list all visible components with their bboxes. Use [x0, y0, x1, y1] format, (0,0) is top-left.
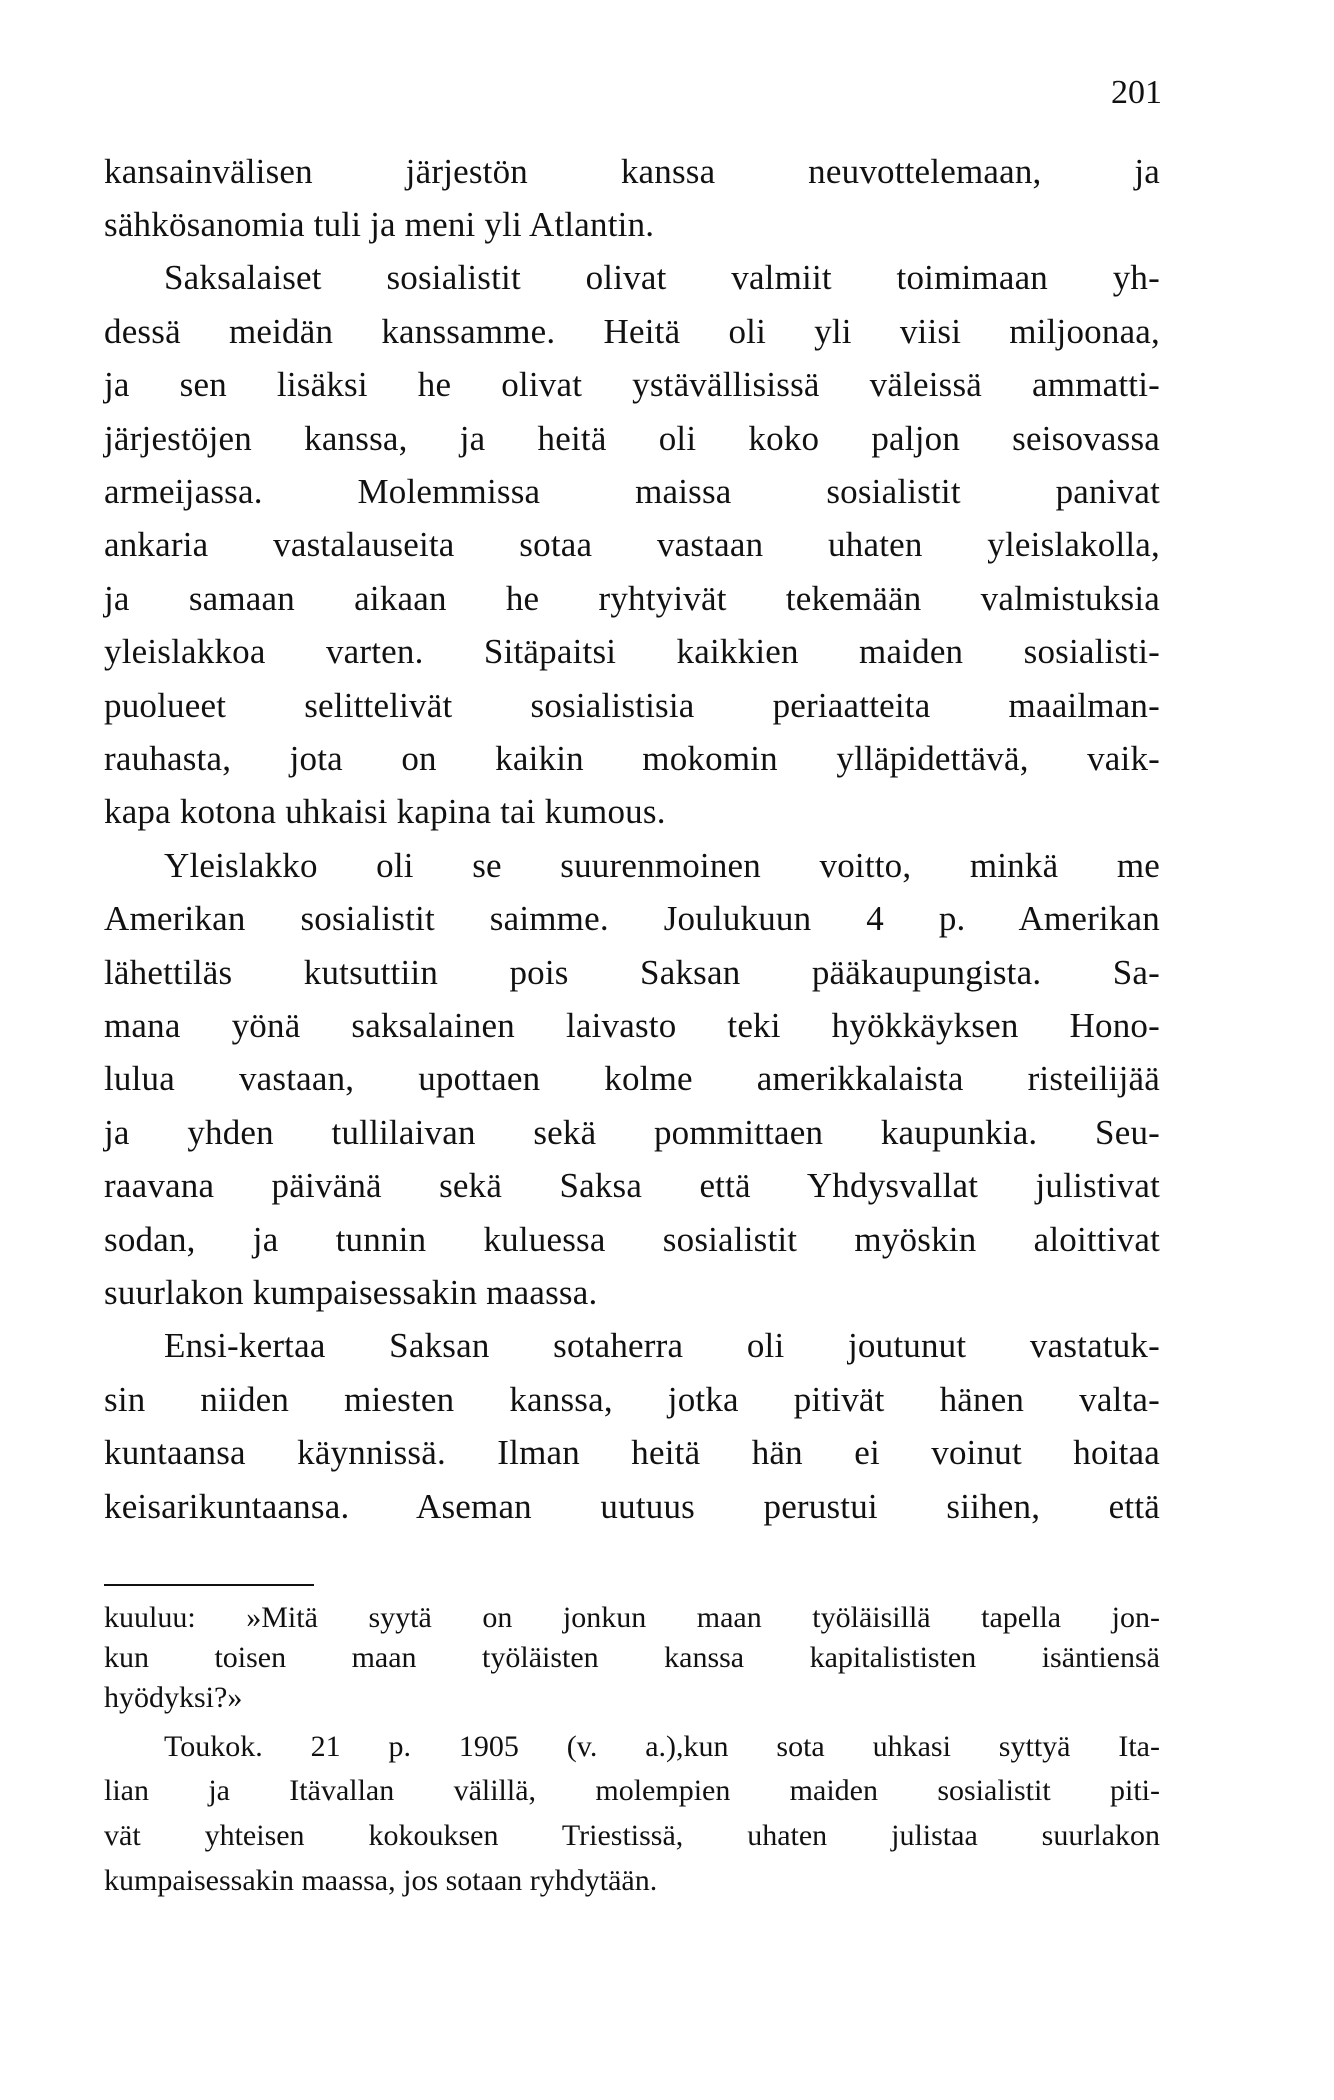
footnote-line: kumpaisessakin maassa, jos sotaan ryhdytään. — [104, 1864, 658, 1897]
body-line: rauhasta, jota on kaikin mokomin ylläpidettävä, vaik- — [104, 738, 1160, 778]
body-line: järjestöjen kanssa, ja heitä oli koko paljon seisovassa — [104, 418, 1160, 458]
body-line: suurlakon kumpaisessakin maassa. — [104, 1272, 598, 1312]
body-line: armeijassa. Molemmissa maissa sosialistit panivat — [104, 471, 1160, 511]
body-line: ja samaan aikaan he ryhtyivät tekemään valmistuksia — [104, 578, 1160, 618]
body-line: Ensi-kertaa Saksan sotaherra oli joutunut vastatuk- — [164, 1326, 1160, 1366]
footnote-line: kuuluu: »Mitä syytä on jonkun maan työläisillä tapella jon- — [104, 1601, 1160, 1634]
body-line: kapa kotona uhkaisi kapina tai kumous. — [104, 792, 666, 832]
body-line: sodan, ja tunnin kuluessa sosialistit myöskin aloittivat — [104, 1219, 1160, 1259]
body-line: sin niiden miesten kanssa, jotka pitivät hänen valta- — [104, 1379, 1160, 1419]
body-line: lähettiläs kutsuttiin pois Saksan pääkaupungista. Sa- — [104, 952, 1160, 992]
body-line: Yleislakko oli se suurenmoinen voitto, minkä me — [164, 845, 1160, 885]
page-number: 201 — [1111, 74, 1162, 111]
body-line: keisarikuntaansa. Aseman uutuus perustui siihen, että — [104, 1486, 1160, 1526]
body-line: ankaria vastalauseita sotaa vastaan uhaten yleislakolla, — [104, 525, 1160, 565]
body-line: sähkösanomia tuli ja meni yli Atlantin. — [104, 204, 655, 244]
body-line: mana yönä saksalainen laivasto teki hyökkäyksen Hono- — [104, 1005, 1160, 1045]
footnote-line: kun toisen maan työläisten kanssa kapitalististen isäntiensä — [104, 1641, 1160, 1674]
footnote-line: vät yhteisen kokouksen Triestissä, uhaten julistaa suurlakon — [104, 1819, 1160, 1852]
body-line: yleislakkoa varten. Sitäpaitsi kaikkien maiden sosialisti- — [104, 632, 1160, 672]
body-line: puolueet selittelivät sosialistisia periaatteita maailman- — [104, 685, 1160, 725]
body-line: raavana päivänä sekä Saksa että Yhdysvallat julistivat — [104, 1166, 1160, 1206]
body-line: Saksalaiset sosialistit olivat valmiit toimimaan yh- — [164, 258, 1160, 298]
footnote-divider — [104, 1584, 314, 1586]
body-line: Amerikan sosialistit saimme. Joulukuun 4 p. Amerikan — [104, 899, 1160, 939]
footnote-line: hyödyksi?» — [104, 1681, 243, 1714]
body-line: ja yhden tullilaivan sekä pommittaen kaupunkia. Seu- — [104, 1112, 1160, 1152]
body-line: dessä meidän kanssamme. Heitä oli yli viisi miljoonaa, — [104, 311, 1160, 351]
body-line: kansainvälisen järjestön kanssa neuvottelemaan, ja — [104, 151, 1160, 191]
body-line: ja sen lisäksi he olivat ystävällisissä väleissä ammatti- — [104, 365, 1160, 405]
footnote-line: lian ja Itävallan välillä, molempien maiden sosialistit piti- — [104, 1774, 1160, 1807]
footnote-line: Toukok. 21 p. 1905 (v. a.),kun sota uhkasi syttyä Ita- — [164, 1730, 1160, 1763]
body-line: lulua vastaan, upottaen kolme amerikkalaista risteilijää — [104, 1059, 1160, 1099]
body-line: kuntaansa käynnissä. Ilman heitä hän ei voinut hoitaa — [104, 1433, 1160, 1473]
